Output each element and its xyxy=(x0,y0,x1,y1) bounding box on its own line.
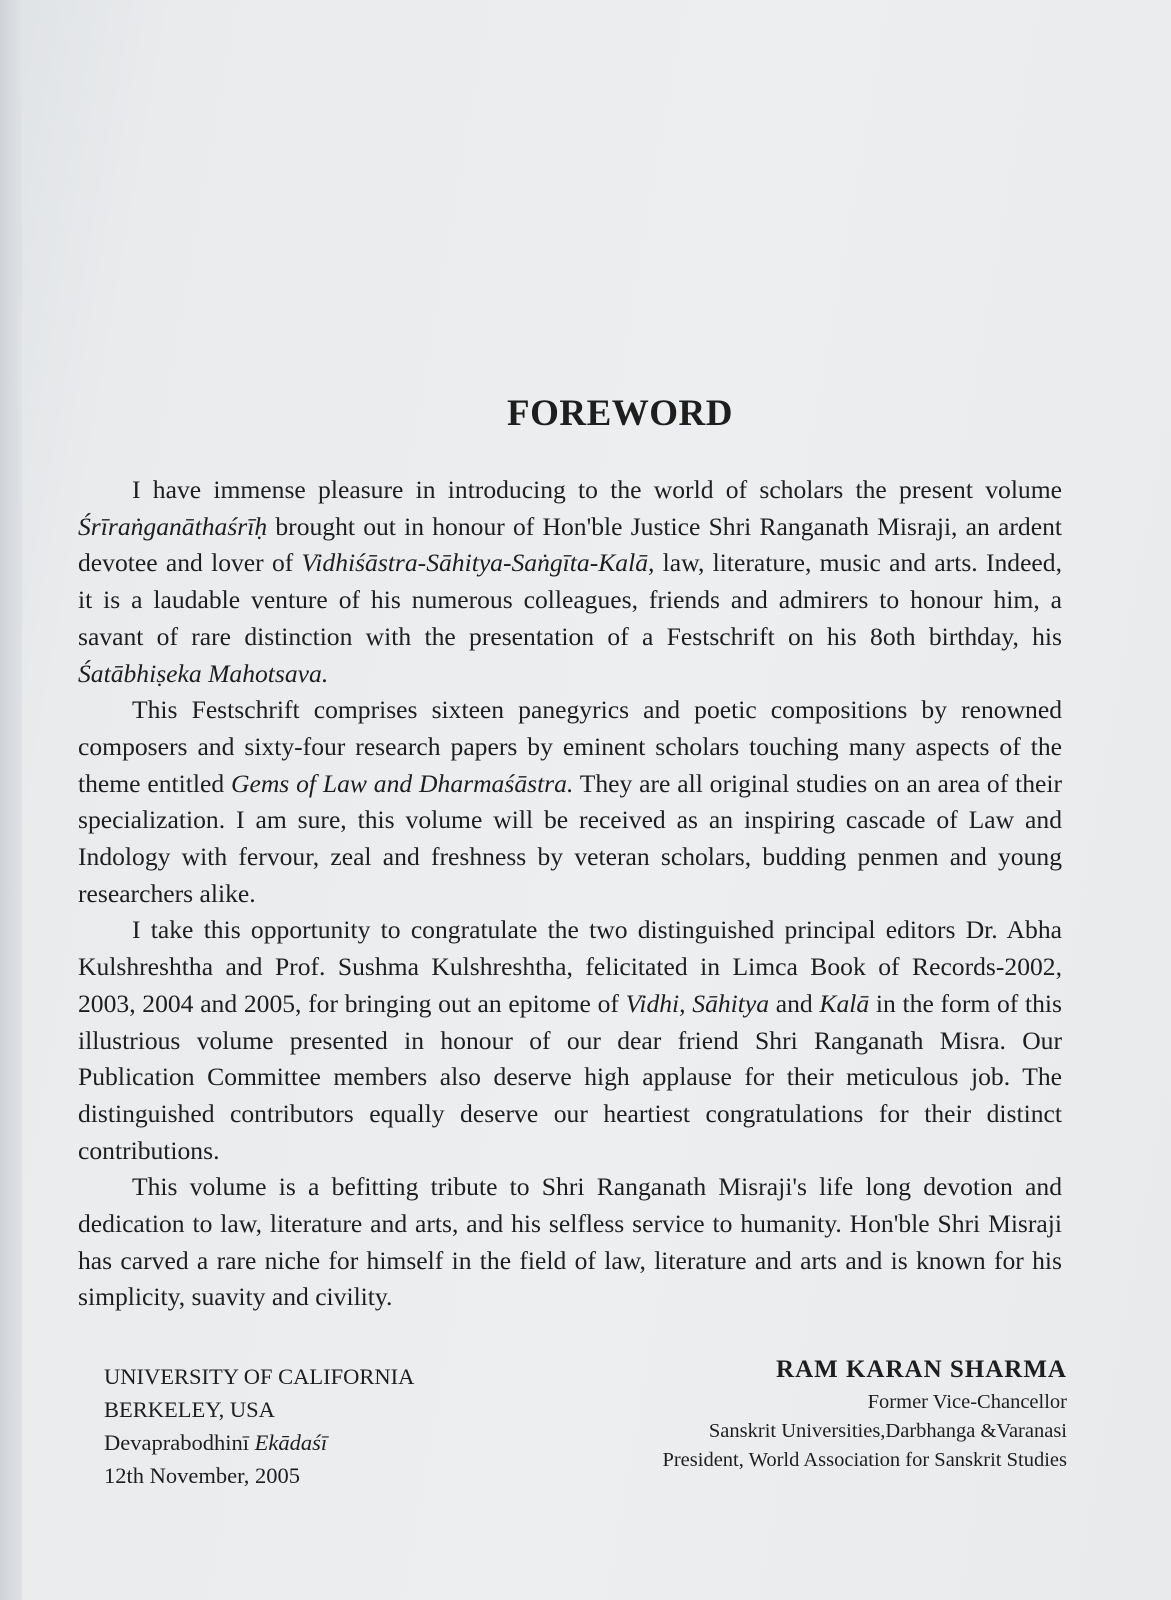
paragraph-4-text-1: This volume is a befitting tribute to Shri Ranganath Misraji's life long devotion and dedication to law, literature and arts, and his selfless service to humanity. Hon'ble Shri Misraji has carved a rare niche for himself in the field of law, literature and arts and is known for his simplicity, suavity and civility. xyxy=(78,1172,1062,1312)
author-title-2: Sanskrit Universities,Darbhanga &Varanasi xyxy=(708,1420,1067,1442)
paragraph-3-text-3: in the form of this illustrious volume presented in honour of our dear friend Shri Ranganath Misra. Our Publication Committee members also deserve high applause for their meticulous job. The distinguished contributors equally deserve our heartiest congratulations for their distinct contributions. xyxy=(78,988,1062,1165)
author-title-3: President, World Association for Sanskrit Studies xyxy=(662,1449,1067,1471)
signature-occasion xyxy=(104,1426,414,1459)
paragraph-2-text-2: They are all original studies on an area of their specialization. I am sure, this volume will be received as an inspiring cascade of Law and Indology with fervour, zeal and freshness by veteran scholars, budding penmen and young researchers alike. xyxy=(78,768,1062,908)
occasion-ekadasi: Ekādaśī xyxy=(254,1430,328,1455)
page-edge-shadow xyxy=(0,0,22,1600)
paragraph-1-text-1: I have immense pleasure in introducing to the world of scholars the present volume xyxy=(132,475,1062,504)
paragraph-1-text-3: law, literature, music and arts. Indeed, it is a laudable venture of his numerous colleagues, friends and admirers to honour him, a savant of rare distinction with the presentation of a Festschrift on his 8oth birthday, his xyxy=(78,548,1062,651)
page-title: FOREWORD xyxy=(507,393,733,434)
paragraph-2-text-1: This Festschrift comprises sixteen panegyrics and poetic compositions by renowned composers and sixty-four research papers by eminent scholars touching many aspects of the theme entitled xyxy=(78,695,1062,798)
term-satabhiseka: Śatābhiṣeka Mahotsava. xyxy=(78,658,329,688)
author-title-1: Former Vice-Chancellor xyxy=(867,1391,1067,1413)
term-vidhi-sahitya: Vidhi, Sāhitya xyxy=(625,988,770,1018)
author-name: RAM KARAN SHARMA xyxy=(776,1356,1067,1383)
paragraph-3-text-1: I take this opportunity to congratulate the two distinguished principal editors Dr. Abha Kulshreshtha and Prof. Sushma Kulshreshtha, felicitated in Limca Book of Records-2002, 2003, 2004 and 2005, for bringing out an epitome of xyxy=(78,915,1062,1018)
title-sriranganathasrih: Śrīraṅganāthaśrīḥ xyxy=(78,511,268,541)
paragraph-1-text-2: brought out in honour of Hon'ble Justice Shri Ranganath Misraji, an ardent devotee and lover of xyxy=(78,511,1062,578)
signature-author-block xyxy=(662,1352,1067,1475)
term-vidhisastra: Vidhiśāstra-Sāhitya-Saṅgīta-Kalā, xyxy=(301,548,655,578)
term-kala: Kalā xyxy=(819,988,870,1018)
title-gems-of-law: Gems of Law and Dharmaśāstra. xyxy=(230,768,574,798)
signature-location: BERKELEY, USA xyxy=(104,1397,275,1422)
foreword-body xyxy=(78,472,1062,1316)
signature-institution: UNIVERSITY OF CALIFORNIA xyxy=(104,1364,415,1389)
signature-place-date xyxy=(104,1360,414,1492)
paragraph-2 xyxy=(78,692,1062,912)
paragraph-3 xyxy=(78,912,1062,1169)
paragraph-1 xyxy=(78,472,1062,692)
signature-date: 12th November, 2005 xyxy=(104,1463,300,1488)
paragraph-3-text-2: and xyxy=(769,988,820,1018)
paragraph-4 xyxy=(78,1169,1062,1316)
occasion-prefix: Devaprabodhinī xyxy=(104,1430,255,1455)
